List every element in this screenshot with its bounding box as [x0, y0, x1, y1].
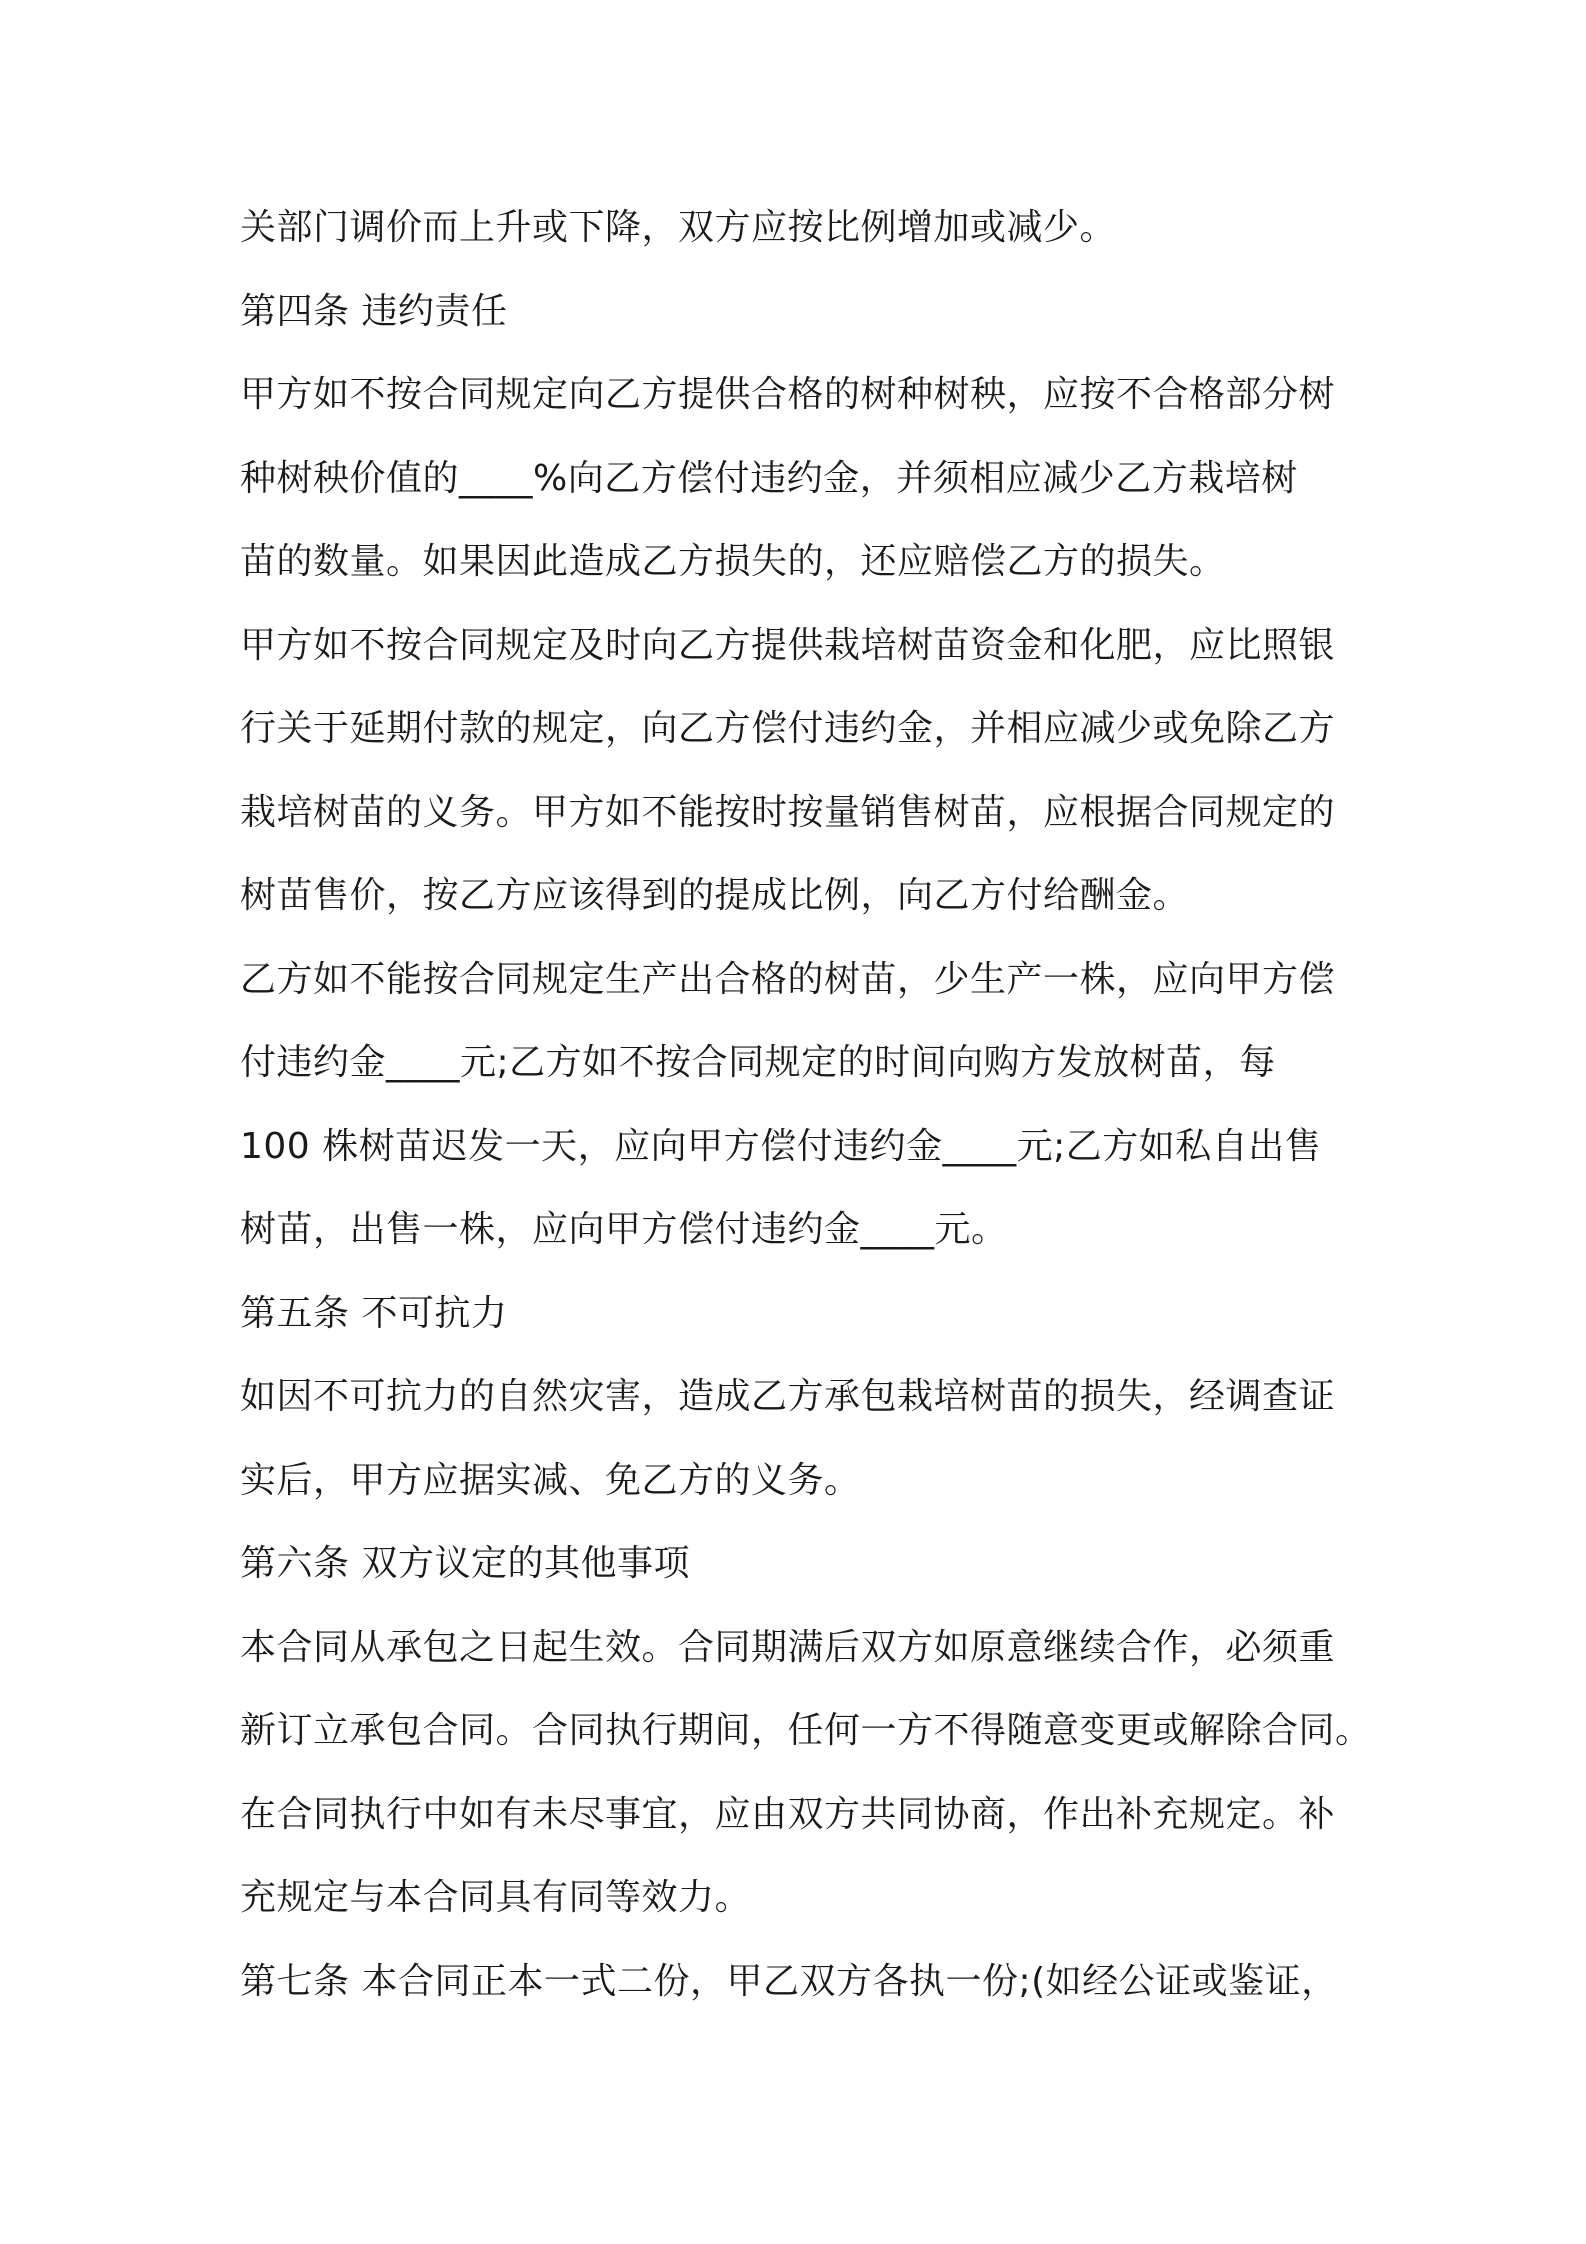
text-line: 如因不可抗力的自然灾害，造成乙方承包栽培树苗的损失，经调查证 [240, 1376, 1336, 1417]
text-line: 新订立承包合同。合同执行期间，任何一方不得随意变更或解除合同。 [240, 1710, 1372, 1751]
text-line: 树苗售价，按乙方应该得到的提成比例，向乙方付给酬金。 [240, 875, 1190, 916]
text-line: 充规定与本合同具有同等效力。 [240, 1877, 752, 1918]
article-heading: 第七条 本合同正本一式二份，甲乙双方各执一份;(如经公证或鉴证， [240, 1961, 1338, 2002]
text-line: 本合同从承包之日起生效。合同期满后双方如原意继续合作，必须重 [240, 1627, 1336, 1668]
text-line: 栽培树苗的义务。甲方如不能按时按量销售树苗，应根据合同规定的 [240, 792, 1336, 833]
article-heading: 第四条 违约责任 [240, 291, 508, 332]
text-line: 在合同执行中如有未尽事宜，应由双方共同协商，作出补充规定。补 [240, 1794, 1336, 1835]
text-line: 付违约金____元;乙方如不按合同规定的时间向购方发放树苗，每 [240, 1042, 1276, 1083]
text-line: 乙方如不能按合同规定生产出合格的树苗，少生产一株，应向甲方偿 [240, 959, 1336, 1000]
text-line: 种树秧价值的____%向乙方偿付违约金，并须相应减少乙方栽培树 [240, 458, 1298, 499]
article-heading: 第五条 不可抗力 [240, 1293, 508, 1334]
text-line: 实后，甲方应据实减、免乙方的义务。 [240, 1460, 861, 1501]
text-line: 甲方如不按合同规定向乙方提供合格的树种树秧，应按不合格部分树 [240, 374, 1336, 415]
text-line: 关部门调价而上升或下降，双方应按比例增加或减少。 [240, 207, 1117, 248]
article-heading: 第六条 双方议定的其他事项 [240, 1543, 690, 1584]
text-line: 苗的数量。如果因此造成乙方损失的，还应赔偿乙方的损失。 [240, 541, 1226, 582]
text-line: 行关于延期付款的规定，向乙方偿付违约金，并相应减少或免除乙方 [240, 708, 1336, 749]
text-line: 100 株树苗迟发一天，应向甲方偿付违约金____元;乙方如私自出售 [240, 1126, 1322, 1167]
text-line: 树苗，出售一株，应向甲方偿付违约金____元。 [240, 1209, 1008, 1250]
text-line: 甲方如不按合同规定及时向乙方提供栽培树苗资金和化肥，应比照银 [240, 625, 1336, 666]
